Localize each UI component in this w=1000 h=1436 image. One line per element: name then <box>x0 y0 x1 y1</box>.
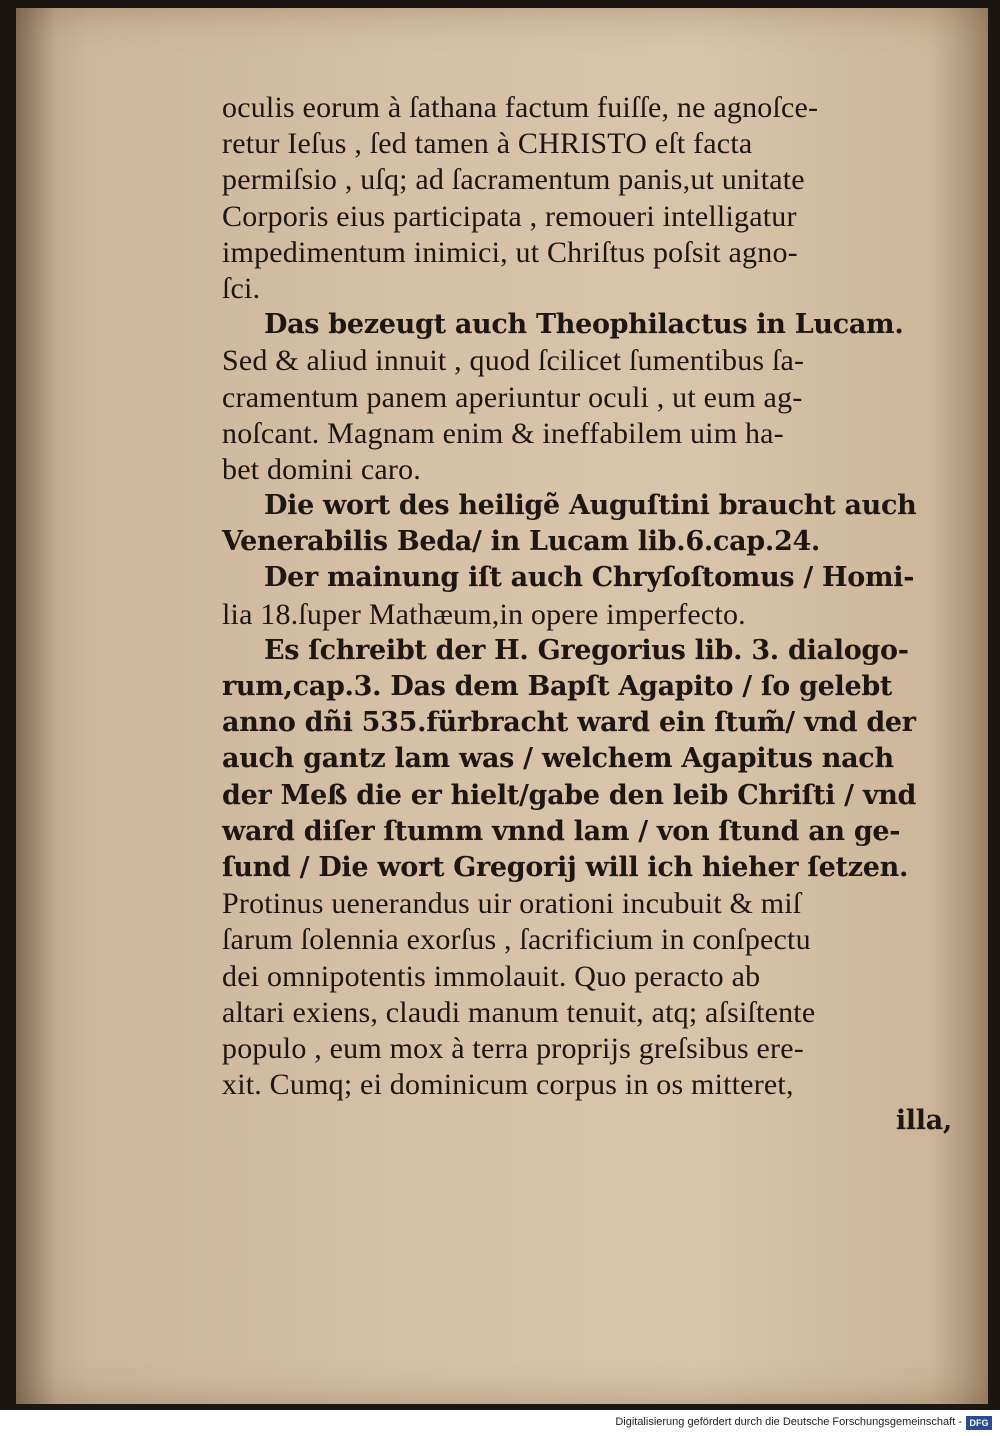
dfg-logo: DFG <box>966 1416 992 1430</box>
text-line-16: Es ſchreibt der H. Gregorius lib. 3. dialogo- <box>264 634 909 666</box>
text-line-1: oculis eorum à ſathana factum fuiſſe, ne agnoſce- <box>222 91 819 124</box>
text-line-6: ſci. <box>222 271 261 305</box>
text-line-7: Das bezeugt auch Theophilactus in Lucam. <box>264 309 904 341</box>
text-line-14: Der mainung iſt auch Chryſoſtomus / Homi- <box>264 562 915 594</box>
text-line-23: Protinus uenerandus uir orationi incubuit & miſ <box>222 887 802 921</box>
digitization-footer <box>0 1410 1000 1436</box>
text-line-9: cramentum panem aperiuntur oculi , ut eum ag- <box>222 380 803 414</box>
text-line-24: ſarum ſolennia exorſus , ſacrificium in conſpectu <box>222 923 811 957</box>
text-line-12: Die wort des heiligẽ Auguſtini braucht auch <box>264 490 917 522</box>
text-line-25: dei omnipotentis immolauit. Quo peracto ab <box>222 959 761 993</box>
text-line-17: rum,cap.3. Das dem Bapſt Agapito / ſo gelebt <box>222 671 893 702</box>
text-block <box>222 90 952 1139</box>
catchword: illa, <box>895 1105 952 1137</box>
text-line-3: permiſsio , uſq; ad ſacramentum panis,ut unitate <box>222 163 805 197</box>
text-line-27: populo , eum mox à terra proprijs greſsibus ere- <box>222 1031 804 1065</box>
text-line-20: der Meß die er hielt/gabe den leib Chriſti / vnd <box>222 779 917 811</box>
binding-shadow <box>16 8 56 1404</box>
text-line-2: retur Ieſus , ſed tamen à CHRISTO eſt facta <box>222 127 753 161</box>
text-line-10: noſcant. Magnam enim & ineffabilem uim ha- <box>222 416 784 450</box>
footer-credit-text: Digitalisierung gefördert durch die Deutsche Forschungsgemeinschaft - <box>615 1416 962 1428</box>
text-line-5: impedimentum inimici, ut Chriſtus poſsit agno- <box>222 235 798 269</box>
text-line-22: ſund / Die wort Gregorij will ich hieher ſetzen. <box>222 851 909 883</box>
text-line-21: ward diſer ſtumm vnnd lam / von ſtund an ge- <box>222 815 901 847</box>
text-line-8: Sed & aliud innuit , quod ſcilicet ſumentibus ſa- <box>222 344 805 378</box>
text-line-11: bet domini caro. <box>222 452 421 486</box>
text-line-4: Corporis eius participata , remoueri intelligatur <box>222 199 797 233</box>
text-line-18: anno dñi 535.fürbracht ward ein ſtum̃/ vnd der <box>222 707 916 739</box>
text-line-26: altari exiens, claudi manum tenuit, atq; aſsiſtente <box>222 995 816 1029</box>
text-line-13: Venerabilis Beda/ in Lucam lib.6.cap.24. <box>222 526 821 558</box>
text-line-28: xit. Cumq; ei dominicum corpus in os mitteret, <box>222 1068 794 1102</box>
text-line-15: lia 18.ſuper Mathæum,in opere imperfecto. <box>222 597 746 631</box>
text-line-19: auch gantz lam was / welchem Agapitus nach <box>222 743 894 775</box>
